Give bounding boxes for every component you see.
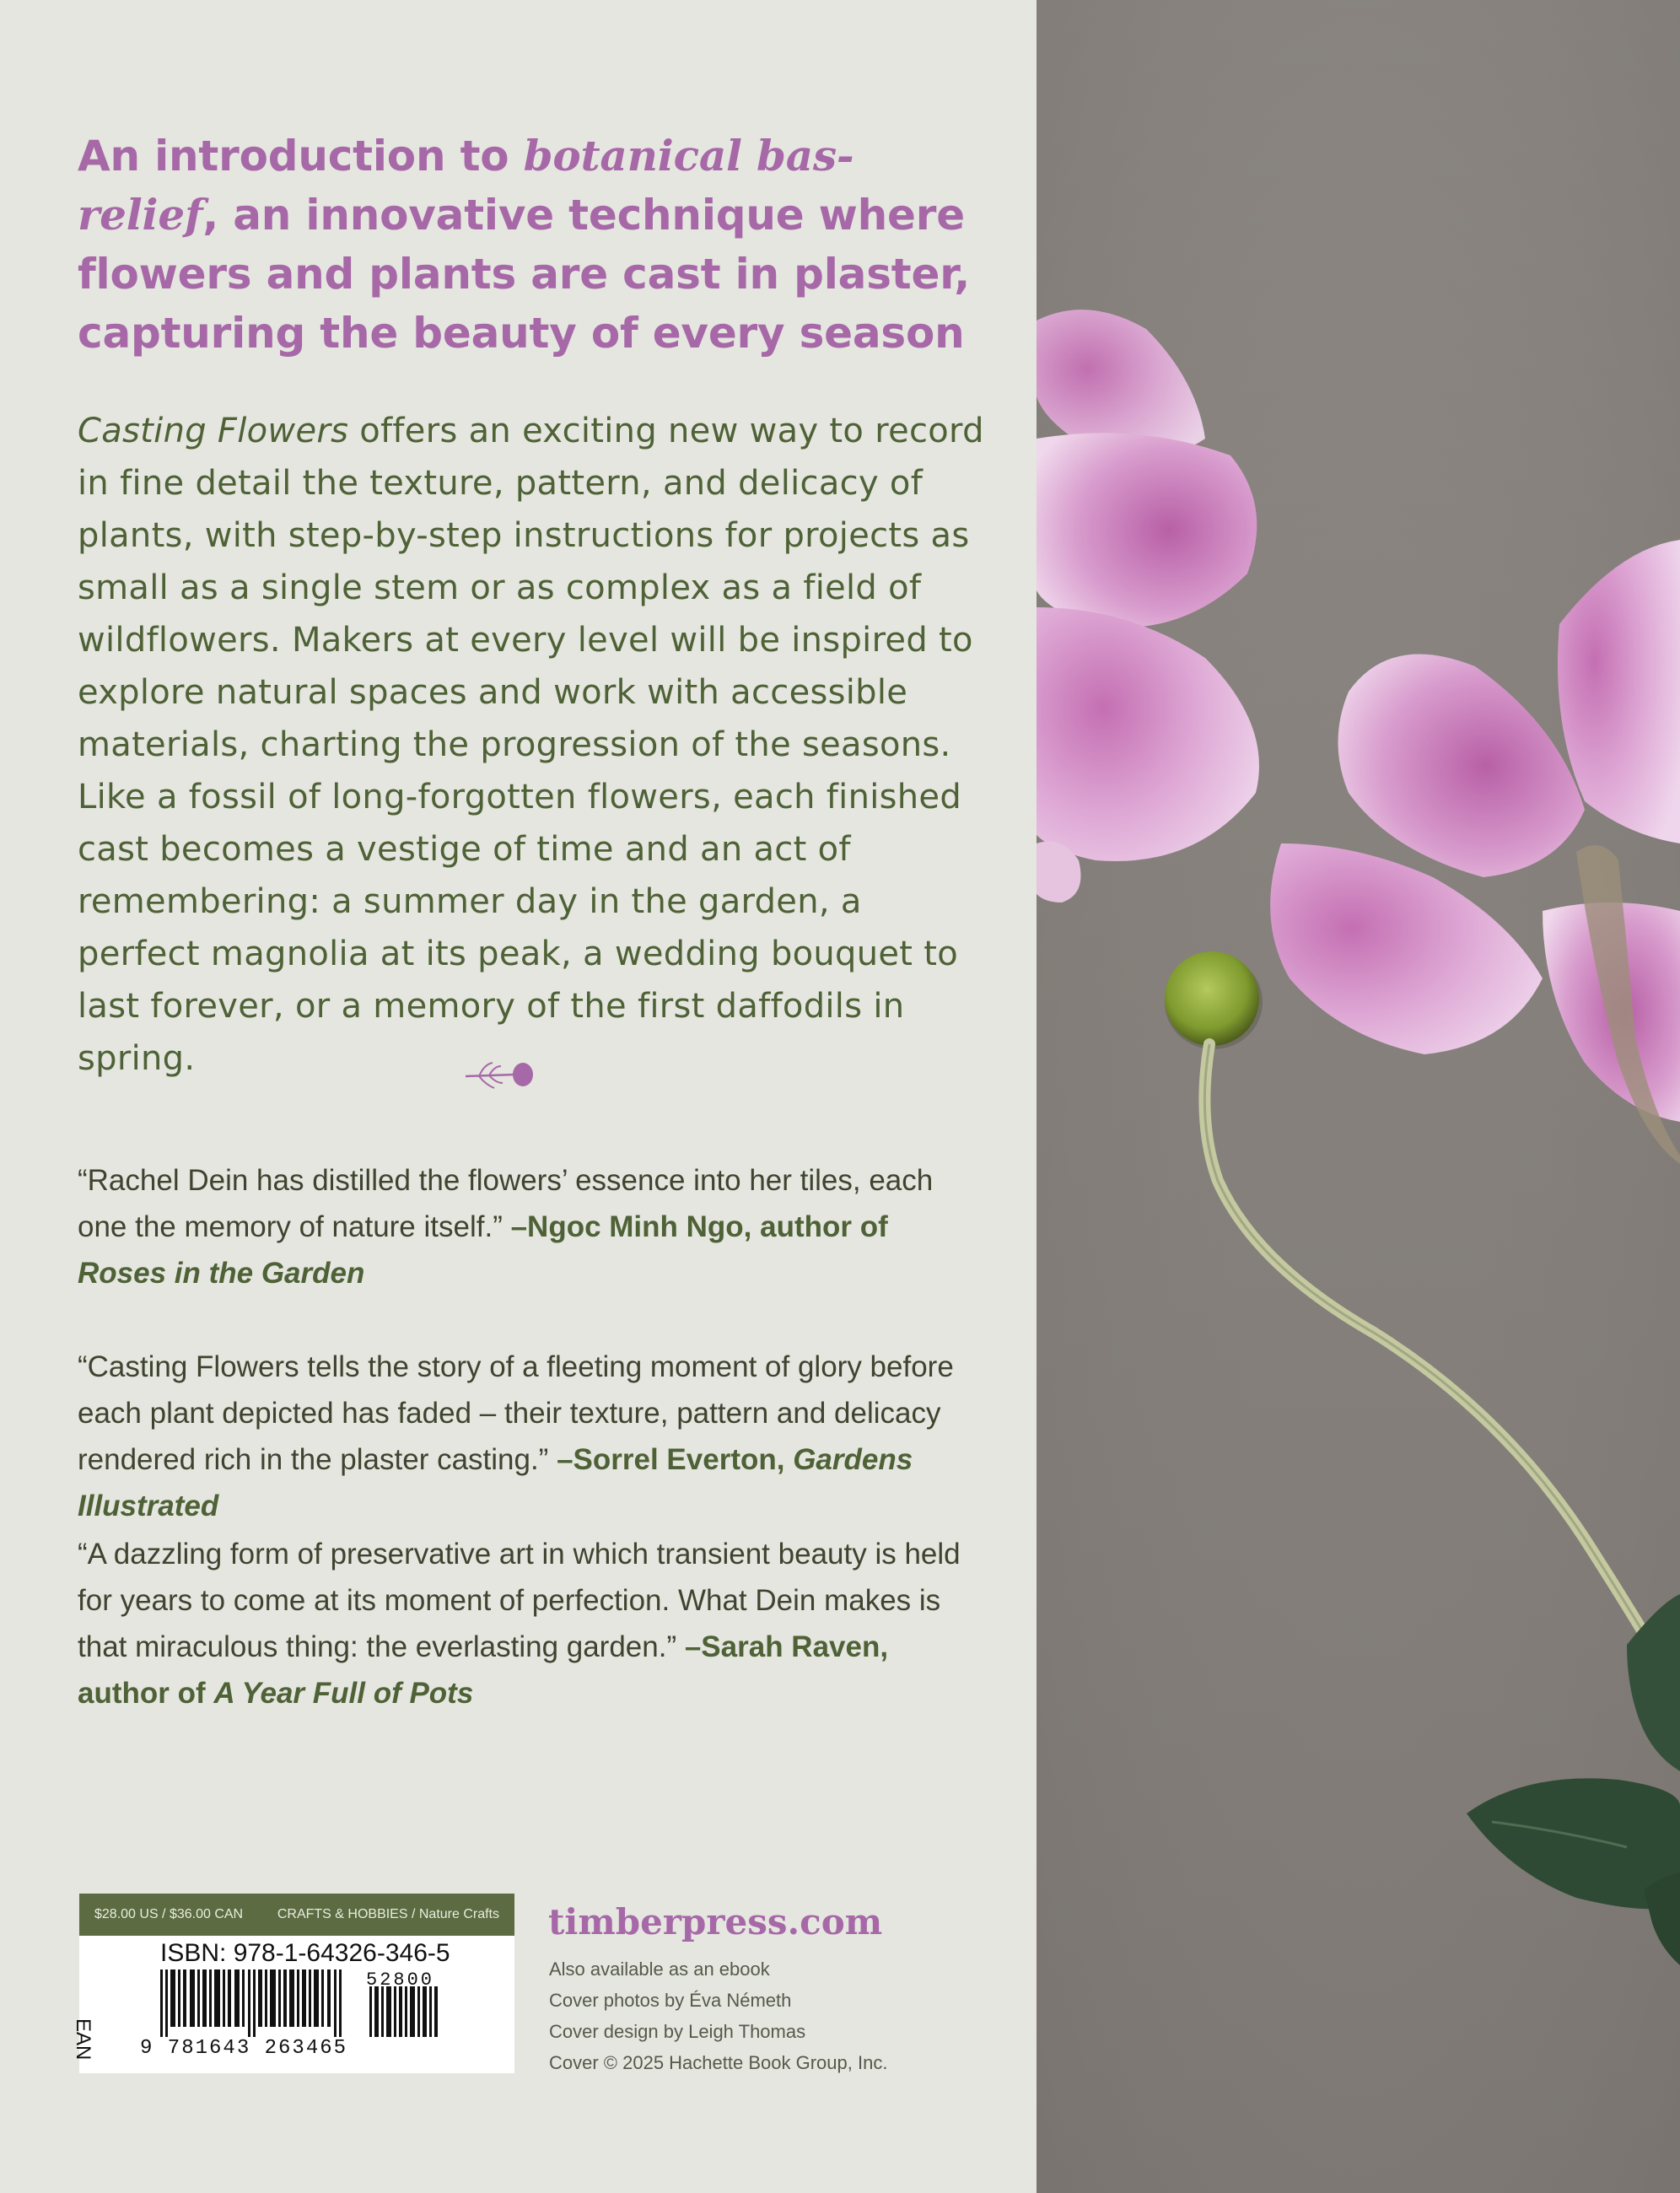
addon-digits: 52800 xyxy=(366,1969,435,1991)
quote-attribution: –Sarah Raven, author of xyxy=(78,1630,889,1710)
credit-line: Also available as an ebook xyxy=(549,1959,770,1980)
quote-source: Roses in the Garden xyxy=(78,1257,365,1290)
review-quote-2 xyxy=(78,1344,972,1529)
isbn: ISBN: 978-1-64326-346-5 xyxy=(160,1939,450,1967)
barcode-label xyxy=(72,1894,514,2073)
headline-part1: An introduction to xyxy=(78,132,524,181)
quote-attribution: –Ngoc Minh Ngo, author of xyxy=(510,1210,888,1243)
ean-label: EAN xyxy=(72,2018,94,2061)
quote-attribution: –Sorrel Everton, xyxy=(557,1443,794,1476)
credits xyxy=(549,1953,988,2078)
price: $28.00 US / $36.00 CAN xyxy=(94,1907,244,1921)
quote-source: A Year Full of Pots xyxy=(213,1677,474,1710)
flower-photo xyxy=(1037,0,1680,2193)
credit-line: Cover © 2025 Hachette Book Group, Inc. xyxy=(549,2052,888,2073)
description-text: offers an exciting new way to record in fine detail the texture, pattern, and delicacy of plants, with step-by-step instructions for projects as small as a single stem or as complex as a field of wildflowers. Makers at every level will be inspired to explore natural spaces and work with accessible materials, charting the progression of the seasons. Like a fossil of long-forgotten flowers, each finished cast becomes a vestige of time and an act of remembering: a summer day in the garden, a perfect magnolia at its peak, a wedding bouquet to last forever, or a memory of the first daffodils in spring. xyxy=(78,412,984,1078)
flower-ornament-icon xyxy=(464,1056,540,1093)
flower-photo-illustration xyxy=(1037,0,1680,2193)
book-title-italic: Casting Flowers xyxy=(78,412,349,450)
quote-text: “Rachel Dein has distilled the flowers’ essence into her tiles, each one the memory of nature itself.” xyxy=(78,1164,934,1243)
barcode-digits: 9 781643 263465 xyxy=(140,2037,348,2060)
headline-italic: botanical bas-relief xyxy=(78,131,854,240)
publisher-website: timberpress.com xyxy=(548,1901,883,1942)
quote-source: Gardens Illustrated xyxy=(78,1443,913,1522)
review-quote-3 xyxy=(78,1531,972,1716)
credit-line: Cover photos by Éva Németh xyxy=(549,1990,792,2011)
credit-line: Cover design by Leigh Thomas xyxy=(549,2021,806,2042)
price-strip xyxy=(79,1894,514,1936)
headline-part2: , an innovative technique where flowers and plants are cast in plaster, capturing the beauty of every season xyxy=(78,191,971,358)
review-quote-1 xyxy=(78,1157,972,1296)
book-description xyxy=(78,405,988,1085)
headline xyxy=(78,127,988,363)
category: CRAFTS & HOBBIES / Nature Crafts xyxy=(277,1907,499,1921)
quote-text: “A dazzling form of preservative art in which transient beauty is held for years to come at its moment of perfection. What Dein makes is that miraculous thing: the everlasting garden.” xyxy=(78,1538,961,1663)
quote-text: “Casting Flowers tells the story of a fleeting moment of glory before each plant depicted has faded – their texture, pattern and delicacy rendered rich in the plaster casting.” xyxy=(78,1350,954,1476)
